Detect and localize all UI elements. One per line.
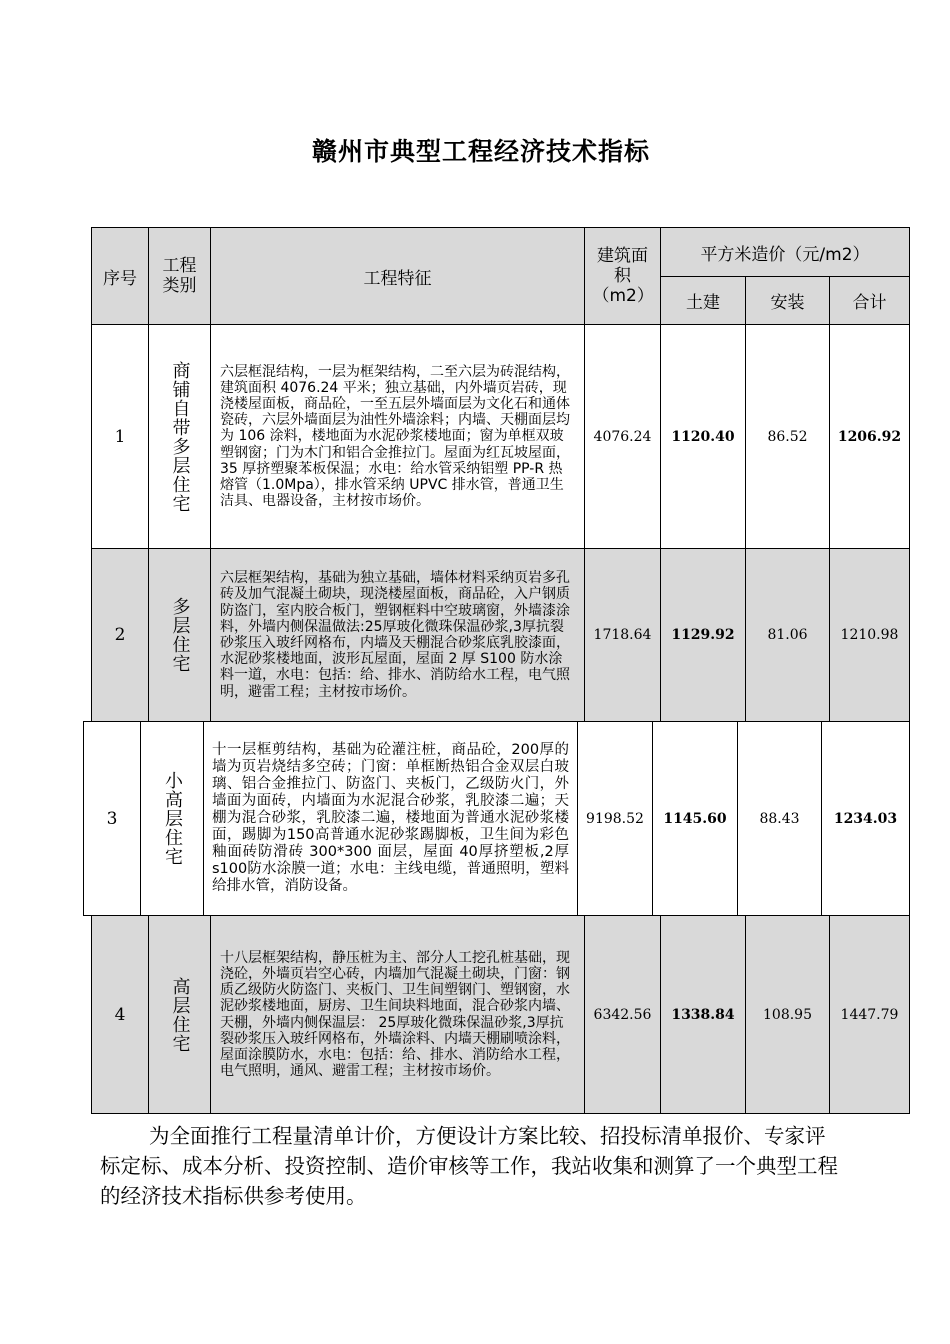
indicator-table-row3	[83, 721, 910, 916]
indicator-table-top	[91, 227, 910, 722]
row-category: 高层住宅	[149, 916, 211, 1114]
table-row	[84, 722, 910, 916]
table-row	[92, 325, 910, 549]
header-area: 建筑面积（m2）	[585, 228, 661, 325]
table-row	[92, 916, 910, 1114]
row-install: 108.95	[746, 916, 830, 1114]
row-features: 六层框架结构，基础为独立基础，墙体材料采纳页岩多孔砖及加气混凝土砌块，现浇楼屋面板，商品砼，入户钢质防盗门，室内胶合板门，塑钢框料中空玻璃窗，外墙漆涂料，外墙内侧保温做法:25厚玻化微珠保温砂浆,3厚抗裂砂浆压入玻纤网格布，内墙及天棚混合砂浆底乳胶漆面，水泥砂浆楼地面，波形瓦屋面，屋面 2 厚 S100 防水涂料一道，水电：包括：给、排水、消防给水工程，电气照明，避雷工程；主材按市场价。	[211, 549, 585, 722]
header-seq: 序号	[92, 228, 149, 325]
row-features: 十一层框剪结构，基础为砼灌注桩，商品砼，200厚的墙为页岩烧结多空砖；门窗：单框断热铝合金双层白玻璃、铝合金推拉门、防盗门、夹板门，乙级防火门，外墙面为面砖，内墙面为水泥混合砂浆，乳胶漆二遍；天棚为混合砂浆，乳胶漆二遍，楼地面为普通水泥砂浆楼面，踢脚为150高普通水泥砂浆踢脚板，卫生间为彩色釉面砖防滑砖 300*300 面层，屋面 40厚挤塑板,2厚s100防水涂膜一道；水电：主线电缆，普通照明，塑料给排水管，消防设备。	[204, 722, 578, 916]
row-seq: 3	[84, 722, 141, 916]
row-total: 1206.92	[830, 325, 910, 549]
row-install: 86.52	[746, 325, 830, 549]
row-seq: 4	[92, 916, 149, 1114]
row-features: 十八层框架结构，静压桩为主、部分人工挖孔桩基础，现浇砼，外墙页岩空心砖，内墙加气混凝土砌块，门窗：钢质乙级防火防盗门、夹板门、卫生间塑钢门、塑钢窗，水泥砂浆楼地面，厨房、卫生间块料地面，混合砂浆内墙、天棚，外墙内侧保温层： 25厚玻化微珠保温砂浆,3厚抗裂砂浆压入玻纤网格布，外墙涂料、内墙天棚刷喷涂料，屋面涂膜防水，水电：包括：给、排水、消防给水工程，电气照明，通风、避雷工程；主材按市场价。	[211, 916, 585, 1114]
row-area: 1718.64	[585, 549, 661, 722]
header-category: 工程类别	[149, 228, 211, 325]
row-category: 小高层住宅	[141, 722, 204, 916]
header-install: 安装	[746, 277, 830, 325]
row-area: 9198.52	[578, 722, 653, 916]
row-seq: 1	[92, 325, 149, 549]
indicator-table-row4	[91, 915, 910, 1114]
row-install: 88.43	[738, 722, 822, 916]
row-civil: 1120.40	[661, 325, 746, 549]
header-total: 合计	[830, 277, 910, 325]
footer-paragraph: 为全面推行工程量清单计价，方便设计方案比较、招投标清单报价、专家评标定标、成本分析、投资控制、造价审核等工作，我站收集和测算了一个典型工程的经济技术指标供参考使用。	[100, 1124, 838, 1208]
row-civil: 1145.60	[653, 722, 738, 916]
page-title: 赣州市典型工程经济技术指标	[311, 137, 650, 166]
header-civil: 土建	[661, 277, 746, 325]
row-total: 1234.03	[822, 722, 910, 916]
table-row	[92, 549, 910, 722]
row-civil: 1129.92	[661, 549, 746, 722]
row-install: 81.06	[746, 549, 830, 722]
header-features: 工程特征	[211, 228, 585, 325]
row-category: 商铺自带多层住宅	[149, 325, 211, 549]
row-features: 六层框混结构，一层为框架结构，二至六层为砖混结构，建筑面积 4076.24 平米；独立基础，内外墙页岩砖，现浇楼屋面板，商品砼，一至五层外墙面层为文化石和通体瓷砖，六层外墙面层为油性外墙涂料；内墙、天棚面层均为 106 涂料，楼地面为水泥砂浆楼地面；窗为单框双玻塑钢窗；门为木门和铝合金推拉门。屋面为红瓦坡屋面，35 厚挤塑聚苯板保温；水电：给水管采纳铝塑 PP-R 热熔管（1.0Mpa），排水管采纳 UPVC 排水管，普通卫生洁具、电器设备，主材按市场价。	[211, 325, 585, 549]
row-category: 多层住宅	[149, 549, 211, 722]
row-total: 1447.79	[830, 916, 910, 1114]
row-seq: 2	[92, 549, 149, 722]
header-unit-cost: 平方米造价（元/m2）	[661, 228, 910, 277]
row-civil: 1338.84	[661, 916, 746, 1114]
row-area: 6342.56	[585, 916, 661, 1114]
row-area: 4076.24	[585, 325, 661, 549]
row-total: 1210.98	[830, 549, 910, 722]
